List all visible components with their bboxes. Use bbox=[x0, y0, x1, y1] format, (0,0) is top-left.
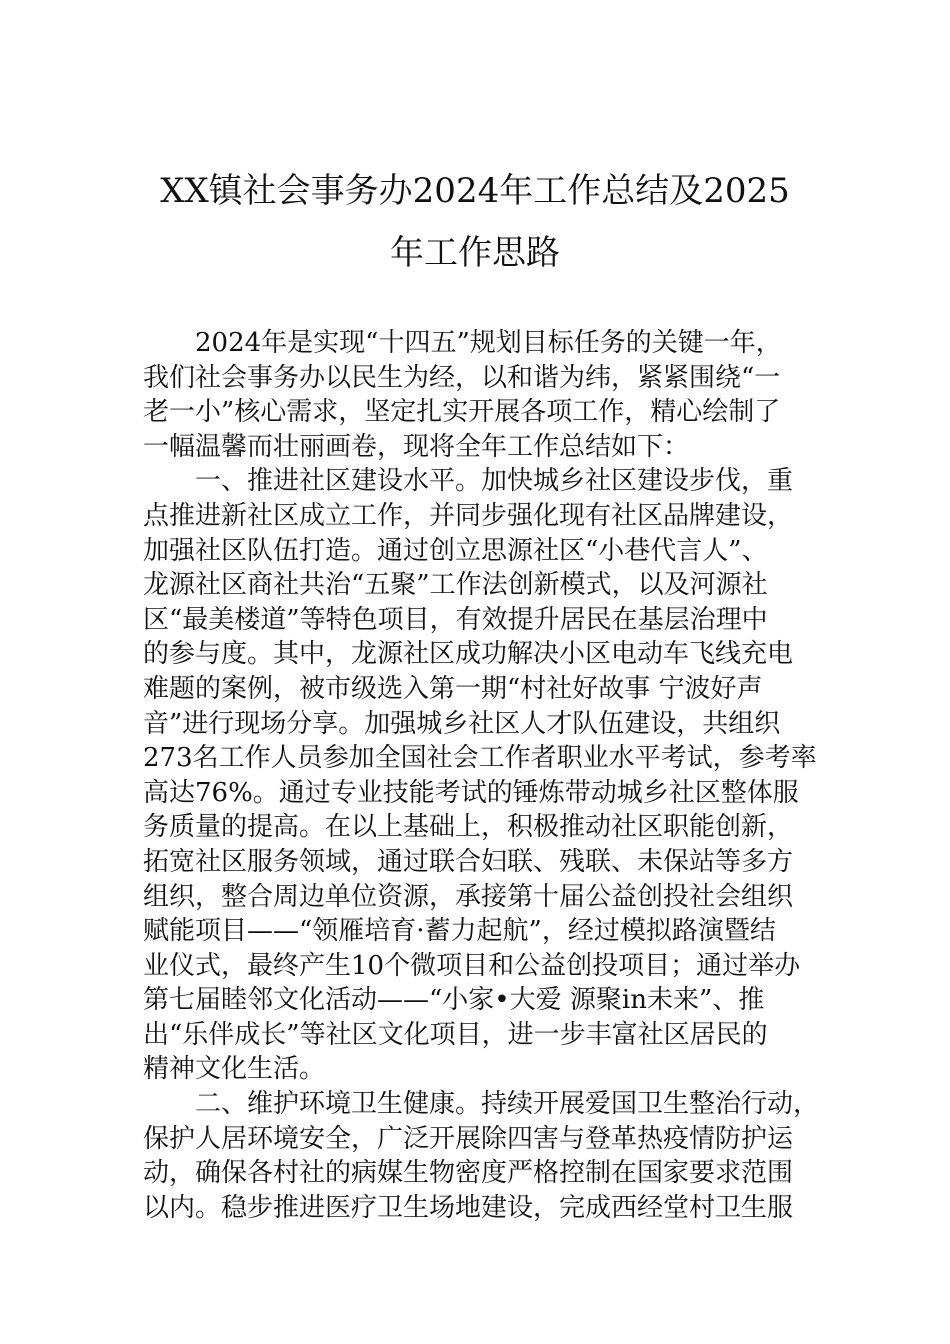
text-line: 以内。稳步推进医疗卫生场地建设，完成西经堂村卫生服 bbox=[143, 1192, 794, 1223]
paragraph-section-1 bbox=[143, 464, 823, 1087]
text-line: 的参与度。其中，龙源社区成功解决小区电动车飞线充电 bbox=[143, 639, 794, 670]
text-line: 第七届睦邻文化活动——“小家•大爱 源聚in未来”、推 bbox=[143, 985, 765, 1016]
paragraph-section-2 bbox=[143, 1087, 823, 1225]
text-line: 273名工作人员参加全国社会工作者职业水平考试，参考率 bbox=[143, 743, 817, 774]
text-line: 精神文化生活。 bbox=[143, 1054, 326, 1085]
text-line: 务质量的提高。在以上基础上，积极推动社区职能创新， bbox=[143, 812, 794, 843]
document-title bbox=[120, 160, 830, 284]
text-line: 保护人居环境安全，广泛开展除四害与登革热疫情防护运 bbox=[143, 1123, 794, 1154]
text-line: 点推进新社区成立工作，并同步强化现有社区品牌建设， bbox=[143, 500, 794, 531]
text-line: 拓宽社区服务领域，通过联合妇联、残联、未保站等多方 bbox=[143, 846, 794, 877]
text-line: 一、推进社区建设水平。加快城乡社区建设步伐，重 bbox=[195, 466, 794, 497]
text-line: 2024年是实现“十四五”规划目标任务的关键一年， bbox=[195, 328, 782, 358]
text-line: 老一小”核心需求，坚定扎实开展各项工作，精心绘制了 bbox=[143, 397, 781, 428]
text-line: 组织，整合周边单位资源，承接第十届公益创投社会组织 bbox=[143, 881, 794, 912]
text-line: 高达76%。通过专业技能考试的锤炼带动城乡社区整体服 bbox=[143, 777, 799, 808]
text-line: 我们社会事务办以民生为经，以和谐为纬，紧紧围绕“一 bbox=[143, 362, 781, 393]
document-body bbox=[143, 326, 823, 1225]
text-line: 一幅温馨而壮丽画卷，现将全年工作总结如下： bbox=[143, 431, 690, 462]
text-line: 音”进行现场分享。加强城乡社区人才队伍建设，共组织 bbox=[143, 708, 781, 739]
text-line: 难题的案例，被市级选入第一期“村社好故事 宁波好声 bbox=[143, 673, 763, 704]
title-line: XX镇社会事务办2024年工作总结及2025 bbox=[160, 171, 790, 211]
text-line: 动，确保各村社的病媒生物密度严格控制在国家要求范围 bbox=[143, 1158, 794, 1189]
text-line: 业仪式，最终产生10个微项目和公益创投项目；通过举办 bbox=[143, 950, 801, 981]
title-line: 年工作思路 bbox=[390, 233, 560, 273]
text-line: 二、维护环境卫生健康。持续开展爱国卫生整治行动， bbox=[195, 1089, 820, 1120]
paragraph-intro bbox=[143, 326, 823, 464]
text-line: 加强社区队伍打造。通过创立思源社区“小巷代言人”、 bbox=[143, 535, 768, 566]
text-line: 赋能项目——“领雁培育·蓄力起航”，经过模拟路演暨结 bbox=[143, 916, 776, 947]
text-line: 龙源社区商社共治“五聚”工作法创新模式，以及河源社 bbox=[143, 570, 768, 601]
text-line: 区“最美楼道”等特色项目，有效提升居民在基层治理中 bbox=[143, 604, 768, 635]
text-line: 出“乐伴成长”等社区文化项目，进一步丰富社区居民的 bbox=[143, 1019, 768, 1050]
